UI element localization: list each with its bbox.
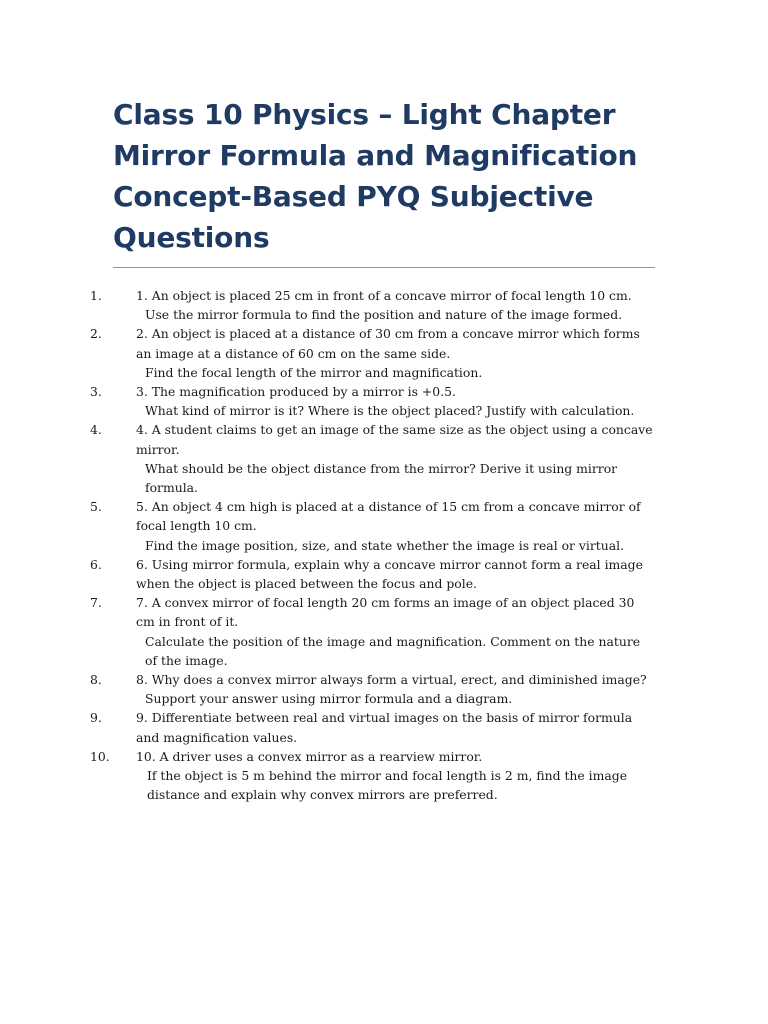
- question-number: 4.: [90, 422, 102, 438]
- question-item: [90, 708, 655, 746]
- question-text: 10. A driver uses a convex mirror as a rearview mirror.: [136, 748, 483, 764]
- question-text: Find the focal length of the mirror and magnification.: [145, 364, 483, 380]
- title-line: Class 10 Physics – Light Chapter: [113, 98, 616, 131]
- question-item: [90, 420, 655, 497]
- question-text: Calculate the position of the image and magnification. Comment on the nature of the image.: [145, 633, 641, 668]
- question-text: Support your answer using mirror formula and a diagram.: [145, 691, 513, 707]
- question-text: What should be the object distance from the mirror? Derive it using mirror formula.: [145, 460, 618, 496]
- document-page: [90, 94, 655, 804]
- question-item: [90, 747, 655, 805]
- question-list: [90, 286, 655, 804]
- question-text: 6. Using mirror formula, explain why a concave mirror cannot form a real image when the object is placed between the focus and pole.: [136, 556, 643, 592]
- question-text: Find the image position, size, and state whether the image is real or virtual.: [145, 537, 625, 553]
- question-text: 4. A student claims to get an image of the same size as the object using a concave mirror.: [136, 422, 653, 457]
- question-item: [90, 324, 655, 382]
- question-number: 8.: [90, 672, 102, 688]
- question-item: [90, 497, 655, 555]
- question-number: 2.: [90, 326, 102, 342]
- question-number: 9.: [90, 710, 102, 726]
- question-number: 10.: [90, 748, 110, 764]
- question-text: If the object is 5 m behind the mirror and focal length is 2 m, find the image distance and explain why convex mirrors are preferred.: [147, 768, 628, 803]
- question-number: 7.: [90, 595, 102, 611]
- question-item: [90, 382, 655, 420]
- title-line: Questions: [113, 221, 270, 254]
- document-title: [113, 94, 655, 268]
- question-text: 5. An object 4 cm high is placed at a distance of 15 cm from a concave mirror of focal length 10 cm.: [136, 499, 641, 534]
- question-text: 2. An object is placed at a distance of 30 cm from a concave mirror which forms an image at a distance of 60 cm on the same side.: [136, 326, 640, 361]
- question-number: 3.: [90, 384, 102, 400]
- question-item: [90, 555, 655, 593]
- title-line: Mirror Formula and Magnification: [113, 139, 638, 172]
- question-number: 5.: [90, 499, 102, 515]
- question-text: What kind of mirror is it? Where is the object placed? Justify with calculation.: [145, 403, 635, 419]
- question-text: 1. An object is placed 25 cm in front of a concave mirror of focal length 10 cm.: [136, 288, 632, 303]
- title-line: Concept-Based PYQ Subjective: [113, 180, 594, 213]
- question-number: 6.: [90, 556, 102, 572]
- question-item: [90, 593, 655, 670]
- question-text: 8. Why does a convex mirror always form a virtual, erect, and diminished image?: [136, 672, 647, 688]
- question-text: 7. A convex mirror of focal length 20 cm forms an image of an object placed 30 cm in front of it.: [136, 595, 635, 630]
- question-item: [90, 670, 655, 708]
- question-text: 9. Differentiate between real and virtual images on the basis of mirror formula and magnification values.: [136, 710, 633, 745]
- question-text: 3. The magnification produced by a mirror is +0.5.: [136, 384, 456, 400]
- question-number: 1.: [90, 288, 102, 303]
- question-text: Use the mirror formula to find the position and nature of the image formed.: [145, 307, 623, 323]
- question-item: [90, 286, 655, 324]
